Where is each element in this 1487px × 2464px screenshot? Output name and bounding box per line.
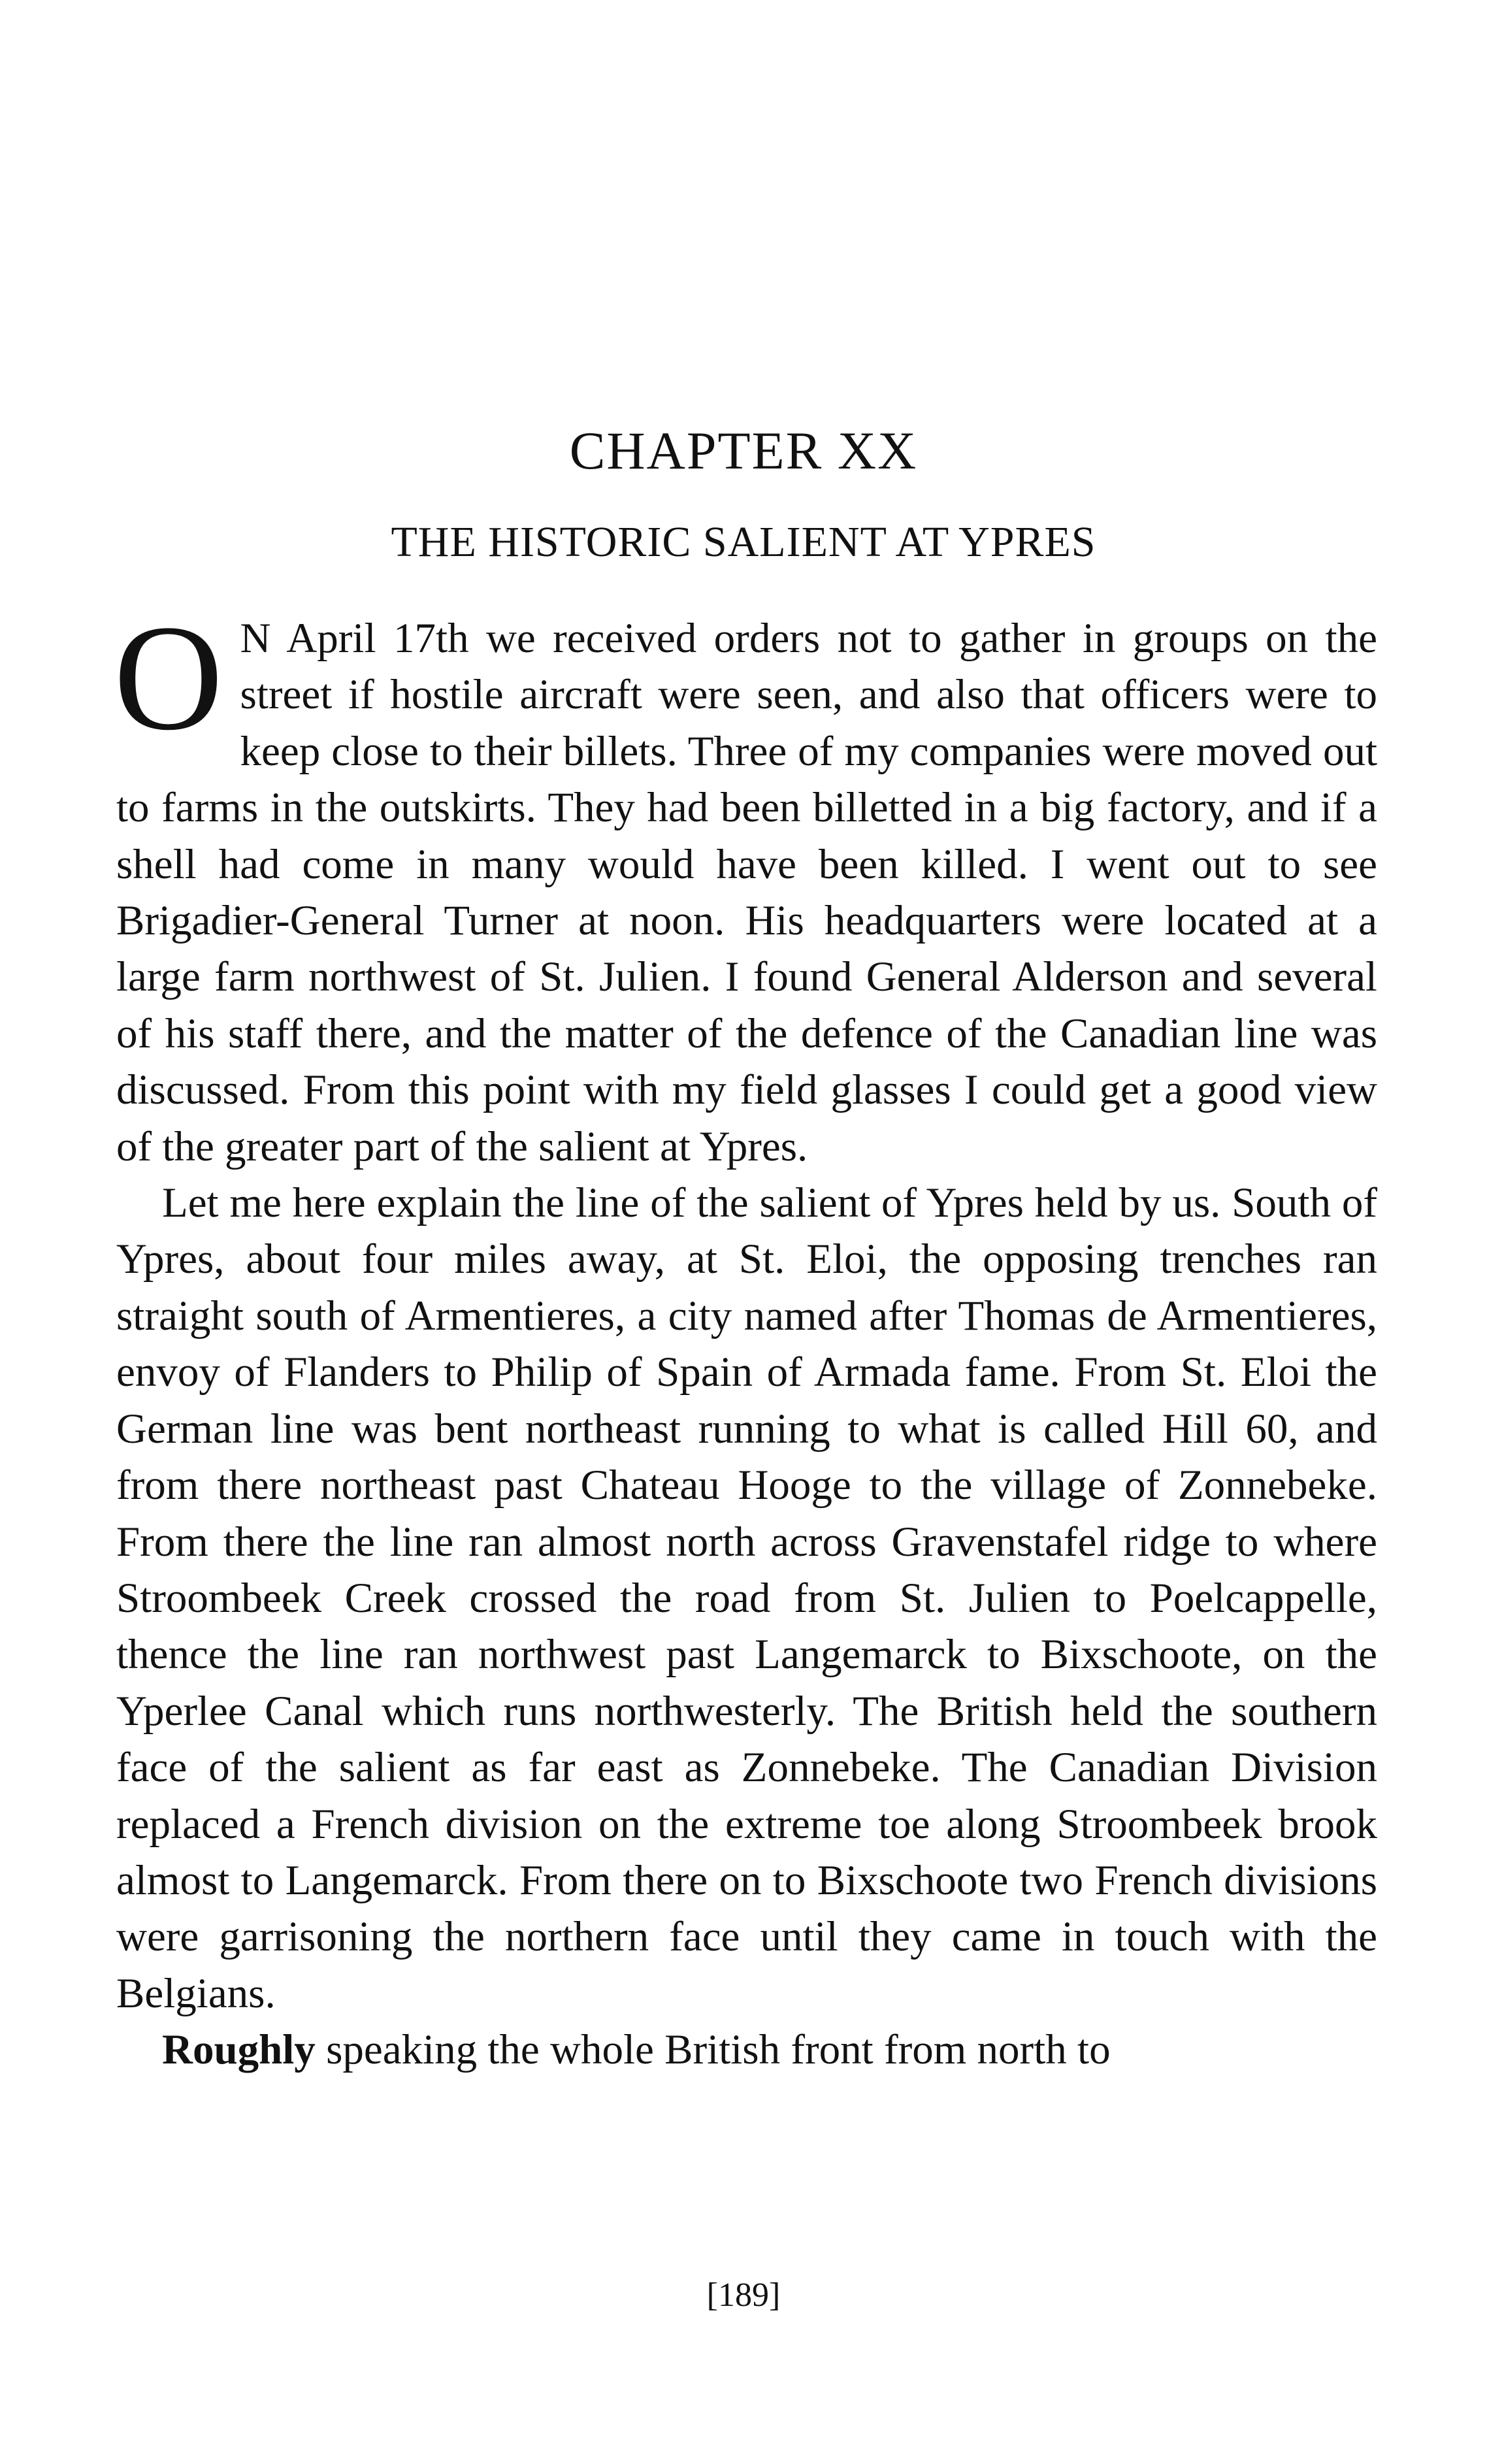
drop-cap: O (114, 594, 223, 762)
chapter-body (114, 594, 1377, 2078)
first-word: N (240, 615, 272, 662)
paragraph-3-text: speaking the whole British front from north to (315, 2026, 1111, 2074)
paragraph-3 (116, 2022, 1377, 2078)
chapter-subtitle: THE HISTORIC SALIENT AT YPRES (391, 518, 1096, 566)
paragraph-3-first-word: Roughly (162, 2026, 316, 2074)
chapter-title: CHAPTER XX (569, 421, 918, 480)
page-number: [189] (706, 2276, 781, 2314)
paragraph-1 (114, 594, 1377, 1175)
paragraph-1-text: April 17th we received orders not to gather in groups on the street if hostile aircraft were seen, and also that officers were to keep close to their billets. Three of my companies were moved out to farms in the outskirts. They had been billetted in a big factory, and if a shell had come in many would have been killed. I went out to see Brigadier-General Turner at noon. His headquarters were located at a large farm northwest of St. Julien. I found General Alderson and several of his staff there, and the matter of the defence of the Canadian line was discussed. From this point with my field glasses I could get a good view of the greater part of the salient at Ypres. (116, 615, 1377, 1170)
paragraph-2: Let me here explain the line of the salient of Ypres held by us. South of Ypres, about four miles away, at St. Eloi, the opposing trenches ran straight south of Armentieres, a city named after Thomas de Armentieres, envoy of Flanders to Philip of Spain of Armada fame. From St. Eloi the German line was bent northeast running to what is called Hill 60, and from there northeast past Chateau Hooge to the village of Zonnebeke. From there the line ran almost north across Gravenstafel ridge to where Stroombeek Creek crossed the road from St. Julien to Poelcappelle, thence the line ran northwest past Langemarck to Bixschoote, on the Yperlee Canal which runs northwesterly. The British held the southern face of the salient as far east as Zonnebeke. The Canadian Division replaced a French division on the extreme toe along Stroombeek brook almost to Langemarck. From there on to Bixschoote two French divisions were garrisoning the northern face until they came in touch with the Belgians. (116, 1179, 1377, 2017)
